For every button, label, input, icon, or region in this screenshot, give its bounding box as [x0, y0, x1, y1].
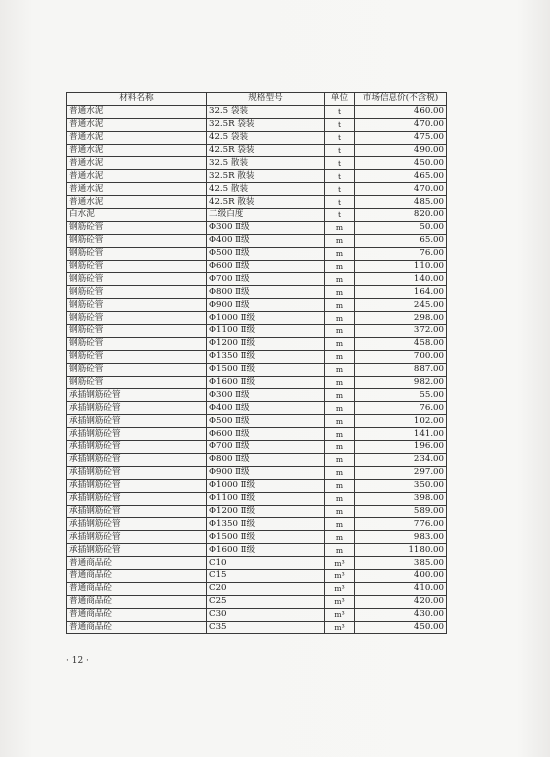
cell-material-name: 承插钢筋砼管	[67, 466, 207, 479]
cell-material-name: 白水泥	[67, 209, 207, 222]
cell-spec-model: Φ1000 Ⅱ级	[207, 312, 325, 325]
table-row	[67, 325, 447, 338]
cell-price: 110.00	[355, 260, 447, 273]
cell-price: 430.00	[355, 608, 447, 621]
cell-unit: t	[325, 118, 355, 131]
cell-unit: m	[325, 221, 355, 234]
page-number: · 12 ·	[66, 656, 89, 666]
table-row	[67, 569, 447, 582]
cell-spec-model: Φ600 Ⅱ级	[207, 428, 325, 441]
cell-spec-model: Φ1200 Ⅱ级	[207, 505, 325, 518]
cell-unit: m³	[325, 582, 355, 595]
cell-unit: m	[325, 350, 355, 363]
cell-unit: m³	[325, 569, 355, 582]
cell-spec-model: Φ400 Ⅱ级	[207, 234, 325, 247]
table-row	[67, 505, 447, 518]
cell-unit: m	[325, 453, 355, 466]
cell-material-name: 钢筋砼管	[67, 221, 207, 234]
cell-spec-model: Φ500 Ⅱ级	[207, 415, 325, 428]
table-row	[67, 608, 447, 621]
cell-material-name: 普通水泥	[67, 131, 207, 144]
cell-price: 398.00	[355, 492, 447, 505]
cell-spec-model: Φ1000 Ⅱ级	[207, 479, 325, 492]
cell-material-name: 普通水泥	[67, 144, 207, 157]
cell-spec-model: C30	[207, 608, 325, 621]
cell-price: 450.00	[355, 157, 447, 170]
table-row	[67, 544, 447, 557]
cell-price: 245.00	[355, 299, 447, 312]
table-row	[67, 402, 447, 415]
cell-unit: t	[325, 196, 355, 209]
cell-material-name: 承插钢筋砼管	[67, 492, 207, 505]
cell-unit: t	[325, 105, 355, 118]
cell-spec-model: 32.5R 袋装	[207, 118, 325, 131]
cell-unit: m	[325, 312, 355, 325]
cell-price: 298.00	[355, 312, 447, 325]
cell-spec-model: Φ1600 Ⅱ级	[207, 544, 325, 557]
cell-material-name: 钢筋砼管	[67, 350, 207, 363]
table-row	[67, 196, 447, 209]
cell-price: 50.00	[355, 221, 447, 234]
cell-price: 65.00	[355, 234, 447, 247]
cell-material-name: 承插钢筋砼管	[67, 544, 207, 557]
cell-material-name: 承插钢筋砼管	[67, 479, 207, 492]
cell-price: 485.00	[355, 196, 447, 209]
cell-spec-model: 42.5 散装	[207, 183, 325, 196]
cell-unit: m	[325, 363, 355, 376]
cell-price: 776.00	[355, 518, 447, 531]
cell-material-name: 承插钢筋砼管	[67, 531, 207, 544]
cell-material-name: 普通商品砼	[67, 557, 207, 570]
table-body	[67, 105, 447, 634]
cell-unit: t	[325, 131, 355, 144]
cell-unit: m	[325, 299, 355, 312]
cell-unit: m	[325, 441, 355, 454]
cell-spec-model: Φ300 Ⅱ级	[207, 389, 325, 402]
cell-price: 475.00	[355, 131, 447, 144]
cell-unit: m	[325, 415, 355, 428]
cell-spec-model: C15	[207, 569, 325, 582]
table-row	[67, 183, 447, 196]
table-row	[67, 260, 447, 273]
table-row	[67, 582, 447, 595]
cell-spec-model: Φ600 Ⅱ级	[207, 260, 325, 273]
cell-unit: m³	[325, 608, 355, 621]
table-row	[67, 105, 447, 118]
cell-material-name: 普通商品砼	[67, 595, 207, 608]
cell-price: 470.00	[355, 183, 447, 196]
cell-material-name: 钢筋砼管	[67, 363, 207, 376]
cell-unit: t	[325, 183, 355, 196]
cell-price: 196.00	[355, 441, 447, 454]
cell-material-name: 普通水泥	[67, 157, 207, 170]
cell-material-name: 普通水泥	[67, 118, 207, 131]
cell-unit: m	[325, 234, 355, 247]
cell-price: 76.00	[355, 402, 447, 415]
cell-price: 141.00	[355, 428, 447, 441]
cell-material-name: 承插钢筋砼管	[67, 415, 207, 428]
cell-spec-model: Φ1100 Ⅱ级	[207, 325, 325, 338]
cell-material-name: 承插钢筋砼管	[67, 518, 207, 531]
cell-spec-model: Φ1200 Ⅱ级	[207, 337, 325, 350]
table-row	[67, 621, 447, 634]
cell-price: 700.00	[355, 350, 447, 363]
table-row	[67, 466, 447, 479]
cell-material-name: 钢筋砼管	[67, 312, 207, 325]
table-row	[67, 286, 447, 299]
table-row	[67, 170, 447, 183]
cell-price: 983.00	[355, 531, 447, 544]
table-row	[67, 209, 447, 222]
cell-material-name: 承插钢筋砼管	[67, 389, 207, 402]
cell-price: 465.00	[355, 170, 447, 183]
cell-material-name: 普通水泥	[67, 170, 207, 183]
table-row	[67, 247, 447, 260]
cell-spec-model: 二级白度	[207, 209, 325, 222]
table-row	[67, 518, 447, 531]
cell-spec-model: Φ900 Ⅱ级	[207, 299, 325, 312]
cell-spec-model: Φ900 Ⅱ级	[207, 466, 325, 479]
cell-unit: m	[325, 389, 355, 402]
table-row	[67, 557, 447, 570]
table-row	[67, 350, 447, 363]
cell-material-name: 钢筋砼管	[67, 234, 207, 247]
table-row	[67, 441, 447, 454]
cell-unit: m	[325, 428, 355, 441]
cell-material-name: 普通商品砼	[67, 621, 207, 634]
cell-material-name: 钢筋砼管	[67, 247, 207, 260]
cell-price: 589.00	[355, 505, 447, 518]
header-unit: 单位	[325, 93, 355, 106]
cell-spec-model: Φ300 Ⅱ级	[207, 221, 325, 234]
cell-unit: m	[325, 479, 355, 492]
header-spec-model: 规格型号	[207, 93, 325, 106]
cell-spec-model: 42.5 袋装	[207, 131, 325, 144]
cell-unit: m³	[325, 557, 355, 570]
cell-spec-model: Φ1600 Ⅱ级	[207, 376, 325, 389]
cell-price: 350.00	[355, 479, 447, 492]
table-row	[67, 595, 447, 608]
cell-unit: m	[325, 492, 355, 505]
cell-unit: m	[325, 273, 355, 286]
cell-unit: m	[325, 505, 355, 518]
cell-price: 76.00	[355, 247, 447, 260]
table-row	[67, 131, 447, 144]
cell-price: 164.00	[355, 286, 447, 299]
cell-spec-model: 42.5R 散装	[207, 196, 325, 209]
cell-unit: m	[325, 337, 355, 350]
cell-spec-model: Φ800 Ⅱ级	[207, 453, 325, 466]
cell-price: 234.00	[355, 453, 447, 466]
table-row	[67, 234, 447, 247]
cell-price: 102.00	[355, 415, 447, 428]
cell-spec-model: C10	[207, 557, 325, 570]
cell-price: 887.00	[355, 363, 447, 376]
cell-material-name: 承插钢筋砼管	[67, 453, 207, 466]
cell-price: 297.00	[355, 466, 447, 479]
cell-price: 372.00	[355, 325, 447, 338]
cell-unit: m	[325, 544, 355, 557]
header-material-name: 材料名称	[67, 93, 207, 106]
cell-spec-model: Φ1100 Ⅱ级	[207, 492, 325, 505]
cell-spec-model: 32.5 袋装	[207, 105, 325, 118]
cell-spec-model: Φ1350 Ⅱ级	[207, 350, 325, 363]
cell-spec-model: C20	[207, 582, 325, 595]
cell-material-name: 承插钢筋砼管	[67, 428, 207, 441]
cell-spec-model: Φ700 Ⅱ级	[207, 273, 325, 286]
cell-spec-model: Φ400 Ⅱ级	[207, 402, 325, 415]
table-row	[67, 479, 447, 492]
cell-spec-model: C35	[207, 621, 325, 634]
cell-spec-model: Φ1500 Ⅱ级	[207, 531, 325, 544]
cell-unit: m	[325, 247, 355, 260]
cell-material-name: 钢筋砼管	[67, 376, 207, 389]
table-row	[67, 376, 447, 389]
cell-price: 470.00	[355, 118, 447, 131]
table-row	[67, 157, 447, 170]
cell-spec-model: Φ1350 Ⅱ级	[207, 518, 325, 531]
cell-price: 982.00	[355, 376, 447, 389]
cell-material-name: 钢筋砼管	[67, 273, 207, 286]
cell-unit: m	[325, 325, 355, 338]
cell-material-name: 钢筋砼管	[67, 286, 207, 299]
cell-spec-model: Φ1500 Ⅱ级	[207, 363, 325, 376]
table-row	[67, 363, 447, 376]
cell-material-name: 普通水泥	[67, 196, 207, 209]
cell-unit: t	[325, 170, 355, 183]
cell-unit: m	[325, 466, 355, 479]
cell-material-name: 普通商品砼	[67, 569, 207, 582]
table-header	[67, 93, 447, 106]
cell-price: 140.00	[355, 273, 447, 286]
table-row	[67, 118, 447, 131]
cell-material-name: 承插钢筋砼管	[67, 441, 207, 454]
table-row	[67, 453, 447, 466]
cell-price: 450.00	[355, 621, 447, 634]
cell-material-name: 钢筋砼管	[67, 260, 207, 273]
cell-material-name: 普通水泥	[67, 183, 207, 196]
table-row	[67, 415, 447, 428]
table-row	[67, 299, 447, 312]
cell-material-name: 普通商品砼	[67, 582, 207, 595]
cell-price: 460.00	[355, 105, 447, 118]
table-row	[67, 492, 447, 505]
cell-spec-model: 42.5R 袋装	[207, 144, 325, 157]
header-row	[67, 93, 447, 106]
table-row	[67, 337, 447, 350]
cell-price: 385.00	[355, 557, 447, 570]
cell-material-name: 钢筋砼管	[67, 337, 207, 350]
cell-material-name: 普通水泥	[67, 105, 207, 118]
cell-price: 400.00	[355, 569, 447, 582]
cell-price: 490.00	[355, 144, 447, 157]
cell-unit: m	[325, 260, 355, 273]
cell-material-name: 承插钢筋砼管	[67, 505, 207, 518]
cell-price: 55.00	[355, 389, 447, 402]
cell-spec-model: C25	[207, 595, 325, 608]
cell-price: 820.00	[355, 209, 447, 222]
cell-material-name: 钢筋砼管	[67, 299, 207, 312]
cell-unit: m	[325, 402, 355, 415]
cell-spec-model: Φ500 Ⅱ级	[207, 247, 325, 260]
cell-unit: m³	[325, 595, 355, 608]
cell-price: 410.00	[355, 582, 447, 595]
cell-price: 458.00	[355, 337, 447, 350]
cell-spec-model: 32.5R 散装	[207, 170, 325, 183]
cell-material-name: 承插钢筋砼管	[67, 402, 207, 415]
table-row	[67, 389, 447, 402]
table-row	[67, 428, 447, 441]
table-row	[67, 221, 447, 234]
table-row	[67, 531, 447, 544]
table-row	[67, 144, 447, 157]
cell-unit: t	[325, 157, 355, 170]
cell-unit: t	[325, 209, 355, 222]
cell-unit: m	[325, 376, 355, 389]
cell-price: 1180.00	[355, 544, 447, 557]
header-market-price: 市场信息价(不含税)	[355, 93, 447, 106]
cell-spec-model: Φ800 Ⅱ级	[207, 286, 325, 299]
cell-price: 420.00	[355, 595, 447, 608]
cell-spec-model: Φ700 Ⅱ级	[207, 441, 325, 454]
cell-material-name: 钢筋砼管	[67, 325, 207, 338]
price-table	[66, 92, 447, 634]
table-row	[67, 312, 447, 325]
cell-unit: m³	[325, 621, 355, 634]
cell-spec-model: 32.5 散装	[207, 157, 325, 170]
cell-unit: m	[325, 531, 355, 544]
cell-unit: m	[325, 286, 355, 299]
cell-unit: t	[325, 144, 355, 157]
table-row	[67, 273, 447, 286]
cell-unit: m	[325, 518, 355, 531]
cell-material-name: 普通商品砼	[67, 608, 207, 621]
